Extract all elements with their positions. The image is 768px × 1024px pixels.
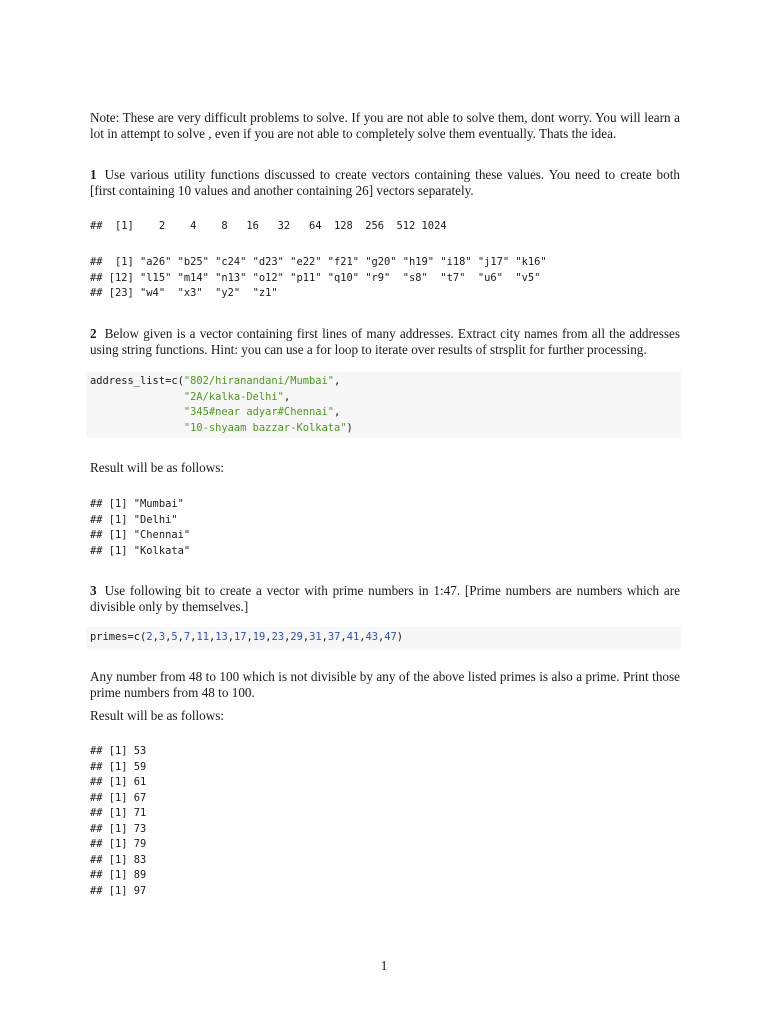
code-separator: , xyxy=(208,631,216,643)
result-line: ## [1] "Chennai" xyxy=(90,529,191,541)
code-separator: , xyxy=(359,631,366,643)
result-line: ## [1] 67 xyxy=(90,791,147,804)
code-string: "10-shyaam bazzar-Kolkata" xyxy=(183,421,347,434)
question-2-number: 2 xyxy=(90,326,97,341)
code-number: 2 xyxy=(146,631,153,643)
note-paragraph: Note: These are very difficult problems to solve. If you are not able to solve them, dont worry. You will learn a lot in attempt to solve , even if you are not able to completely solve them eventually. Thats the idea. xyxy=(90,110,680,141)
output-line: ## [12] "l15" "m14" "n13" "o12" "p11" "q10" "r9" "s8" "t7" "u6" "v5" xyxy=(90,271,541,284)
code-indent xyxy=(90,406,184,418)
code-separator: , xyxy=(284,631,291,643)
code-indent xyxy=(90,422,184,434)
code-separator: , xyxy=(377,631,385,643)
code-separator: , xyxy=(152,631,159,643)
output-line: ## [1] "a26" "b25" "c24" "d23" "e22" "f21" "g20" "h19" "i18" "j17" "k16" xyxy=(90,256,547,268)
result-line: ## [1] 97 xyxy=(90,884,147,897)
result-line: ## [1] "Mumbai" xyxy=(90,498,184,510)
code-string: "2A/kalka-Delhi" xyxy=(183,390,284,403)
code-number: 47 xyxy=(384,631,397,643)
result-line: ## [1] "Delhi" xyxy=(90,513,178,526)
q2-results xyxy=(90,497,190,559)
result-line: ## [1] 79 xyxy=(90,838,147,850)
code-number: 3 xyxy=(158,631,166,643)
question-3-number: 3 xyxy=(90,583,97,598)
result-line: ## [1] 83 xyxy=(90,853,147,866)
address-code xyxy=(90,374,353,436)
question-2 xyxy=(90,326,680,358)
code-separator: , xyxy=(165,631,172,643)
q3-results xyxy=(90,744,146,899)
code-string: "345#near adyar#Chennai" xyxy=(183,406,334,418)
address-code-block xyxy=(86,372,681,438)
code-separator: , xyxy=(333,375,341,387)
q2-result-intro: Result will be as follows: xyxy=(90,460,225,475)
code-separator: , xyxy=(265,631,272,643)
code-separator: , xyxy=(190,631,197,643)
code-number: 31 xyxy=(309,631,322,643)
code-number: 29 xyxy=(290,631,303,643)
primes-code-block xyxy=(86,627,681,649)
code-separator: , xyxy=(302,631,310,643)
q1-output-powers: ## [1] 2 4 8 16 32 64 128 256 512 1024 xyxy=(90,220,447,232)
q3-text-2: Any number from 48 to 100 which is not divisible by any of the above listed primes is also a prime. Print those prime numbers from 48 to 100. xyxy=(90,669,680,700)
code-number: 5 xyxy=(171,631,178,643)
result-line: ## [1] 53 xyxy=(90,745,147,757)
code-number: 43 xyxy=(365,631,378,643)
page-number: 1 xyxy=(380,958,388,973)
code-variable: address_list= xyxy=(90,375,172,387)
question-1 xyxy=(90,167,680,199)
code-separator: , xyxy=(333,406,341,418)
code-number: 17 xyxy=(234,631,247,643)
output-line: ## [23] "w4" "x3" "y2" "z1" xyxy=(90,287,278,299)
result-line: ## [1] 61 xyxy=(90,776,147,788)
code-string: "802/hiranandani/Mumbai" xyxy=(183,375,334,387)
code-function: c( xyxy=(171,375,184,387)
code-number: 13 xyxy=(215,631,228,643)
q3-result-intro: Result will be as follows: xyxy=(90,708,225,723)
code-separator: , xyxy=(177,631,184,643)
result-line: ## [1] 73 xyxy=(90,822,147,835)
q1-output-letters xyxy=(90,255,547,302)
code-separator: , xyxy=(283,390,291,403)
code-number: 7 xyxy=(183,631,191,643)
code-separator: , xyxy=(227,631,234,643)
code-number: 37 xyxy=(327,631,341,643)
code-close-paren: ) xyxy=(346,421,353,434)
code-variable: primes= xyxy=(90,631,134,643)
code-close-paren: ) xyxy=(396,631,404,643)
code-number: 41 xyxy=(346,631,360,643)
code-separator: , xyxy=(246,631,253,643)
question-2-text: Below given is a vector containing first lines of many addresses. Extract city names from all the addresses using string functions. Hint: you can use a for loop to iterate over results of strsplit for further processing. xyxy=(90,326,680,357)
result-line: ## [1] 71 xyxy=(90,807,147,819)
question-3 xyxy=(90,583,680,615)
code-number: 23 xyxy=(271,631,285,643)
question-1-text: Use various utility functions discussed to create vectors containing these values. You need to create both [first containing 10 values and another containing 26] vectors separately. xyxy=(90,167,680,198)
question-3-text: Use following bit to create a vector with prime numbers in 1:47. [Prime numbers are numbers which are divisible only by themselves.] xyxy=(90,583,680,614)
result-line: ## [1] 89 xyxy=(90,869,147,881)
result-line: ## [1] "Kolkata" xyxy=(90,544,191,557)
code-separator: , xyxy=(340,631,347,643)
code-number: 19 xyxy=(252,631,266,643)
code-function: c( xyxy=(133,631,147,643)
code-number: 11 xyxy=(196,631,209,643)
result-line: ## [1] 59 xyxy=(90,760,147,773)
primes-code xyxy=(90,630,403,646)
question-1-number: 1 xyxy=(90,167,97,182)
code-separator: , xyxy=(321,631,328,643)
code-indent xyxy=(90,391,184,403)
